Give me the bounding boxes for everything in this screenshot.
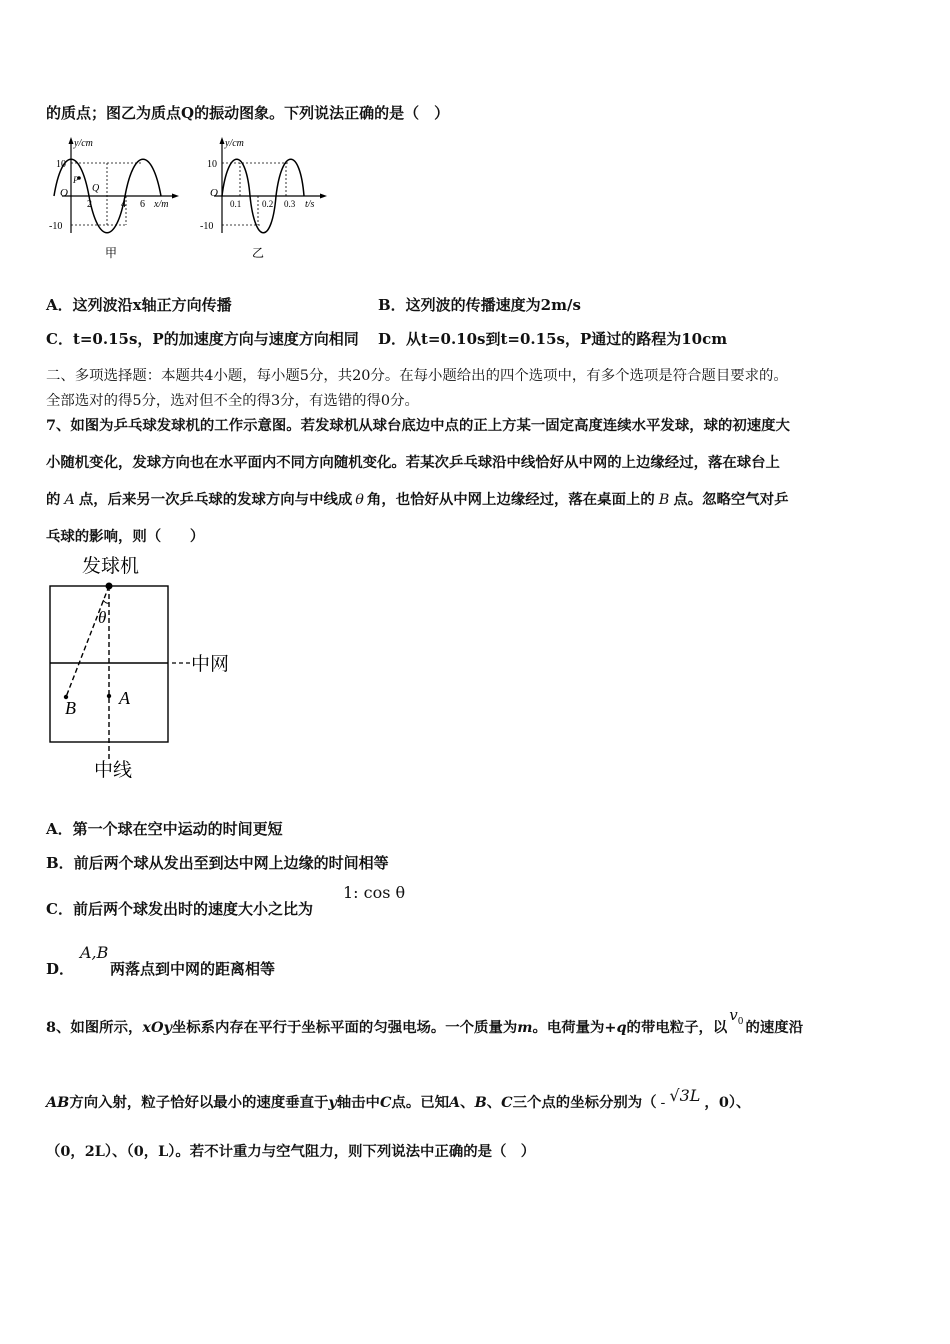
q8-text: 、 [460,1094,475,1111]
figure-point-a: A [119,688,130,708]
machine-dot [106,583,113,590]
yi-caption: 乙 [252,246,265,260]
q8-text: 、 [486,1094,502,1111]
yi-x-label: t/s [305,199,315,210]
q7-line3-part: 的 [46,491,61,508]
q7-option-b: B．前后两个球从发出至到达中网上边缘的时间相等 [46,854,389,872]
q8-text: A [449,1094,461,1111]
q8-text: m [517,1019,533,1036]
q8-line3: （0，2L）、（0，L）。若不计重力与空气阻力，则下列说法中正确的是（ ） [46,1143,536,1160]
q6-option-d: D．从t=0.10s到t=0.15s，P通过的路程为10cm [378,330,728,348]
q7-point-b-ref: B [658,492,670,508]
q8-text: y [328,1094,337,1111]
q8-v0-symbol [729,1006,744,1027]
q6-option-a: A．这列波沿x轴正方向传播 [46,296,232,314]
q7-line3-part: 点，后来另一次乒乓球的发球方向与中线成 [78,491,353,508]
jia-tick-10: 10 [56,159,66,170]
q7-line1: 7、如图为乒乓球发球机的工作示意图。若发球机从球台底边中点的正上方某一固定高度连续水平发球，球的初速度大 [46,417,790,434]
trajectory-b [66,586,109,697]
q8-text: q [616,1019,627,1036]
q8-text: xOy [142,1019,172,1036]
wave-graph-jia [48,133,188,263]
yi-tick-neg10: -10 [200,221,214,232]
q7-option-d-text: 两落点到中网的距离相等 [110,960,276,978]
q7-line3 [46,488,788,509]
net-label: 中网 [191,654,230,675]
section2-line1: 二、多项选择题：本题共4小题，每小题5分，共20分。在每小题给出的四个选项中，有多个选项是符合题目要求的。 [46,368,788,384]
q7-line3-part: 角，也恰好从中网上边缘经过，落在桌面上的 [366,491,655,508]
figure-theta: θ [98,608,107,627]
q8-text: 点。已知 [391,1094,449,1111]
q7-point-a-ref: A [64,492,75,508]
q7-option-c: C．前后两个球发出时的速度大小之比为 [46,900,313,918]
q8-text: AB [46,1094,70,1111]
yi-tick-02: 0.2 [262,199,274,209]
q7-line3-part: 点。忽略空气对乒 [673,491,789,508]
jia-caption: 甲 [105,246,118,260]
q8-text: 坐标系内存在平行于坐标平面的匀强电场。一个质量为 [171,1019,518,1036]
q8-text: 的带电粒子，以 [626,1019,728,1036]
question-intro-line: 的质点；图乙为质点Q的振动图象。下列说法正确的是（ ） [46,104,450,122]
q7-option-d-label: D． [46,960,75,978]
q8-v-sub: 0 [737,1017,744,1027]
q8-text: ，0）、 [704,1094,751,1111]
q8-text: 8、如图所示， [46,1019,143,1036]
q8-v-letter: v [729,1006,738,1024]
jia-tick-2: 2 [87,199,92,210]
jia-origin: O [60,187,68,199]
yi-y-label: y/cm [225,138,244,149]
vibration-graph-yi [200,133,330,263]
q8-text: 轴击中 [336,1094,380,1111]
q6-option-b: B．这列波的传播速度为2m/s [378,296,581,314]
q8-text: B [474,1094,487,1111]
figure-point-b: B [65,698,76,718]
jia-tick-6: 6 [140,199,145,210]
q7-option-d-formula: A,B [80,943,109,962]
q7-line2: 小随机变化，发球方向也在水平面内不同方向随机变化。若某次乒乓球沿中线恰好从中网的上边缘经过，落在球台上 [46,454,780,471]
q8-text: 。电荷量为+ [532,1019,617,1036]
q7-option-a: A．第一个球在空中运动的时间更短 [46,820,283,838]
jia-y-label: y/cm [74,138,93,149]
jia-point-p: P [73,175,79,185]
jia-tick-4: 4 [121,199,126,210]
q6-option-c: C．t=0.15s，P的加速度方向与速度方向相同 [46,330,359,348]
q7-line4: 乓球的影响，则（ ） [46,528,205,545]
q8-text: - [660,1095,666,1111]
yi-tick-10: 10 [207,159,217,170]
q8-text: 方向入射，粒子恰好以最小的速度垂直于 [69,1094,329,1111]
jia-tick-neg10: -10 [49,221,63,232]
q8-line2 [46,1086,751,1112]
section2-line2: 全部选对的得5分，选对但不全的得3分，有选错的得0分。 [46,393,419,409]
serve-machine-label: 发球机 [82,556,140,577]
center-line-label: 中线 [94,760,133,781]
q8-text: 的速度沿 [745,1019,804,1036]
landing-a-dot [107,694,111,698]
q8-text: 三个点的坐标分别为（ [512,1094,657,1111]
yi-tick-03: 0.3 [284,199,296,209]
yi-tick-01: 0.1 [230,199,242,209]
q8-line1 [46,1006,804,1039]
q8-text: C [379,1094,392,1111]
jia-point-q: Q [92,183,100,194]
q8-text: C [501,1094,513,1111]
yi-origin: O [210,187,218,199]
jia-x-label: x/m [154,199,169,210]
q8-sqrt3l: √3L [669,1086,701,1105]
q7-option-c-formula: 1: cos θ [343,883,406,902]
q7-theta-ref: θ [355,492,364,508]
serve-machine-figure [46,552,246,784]
